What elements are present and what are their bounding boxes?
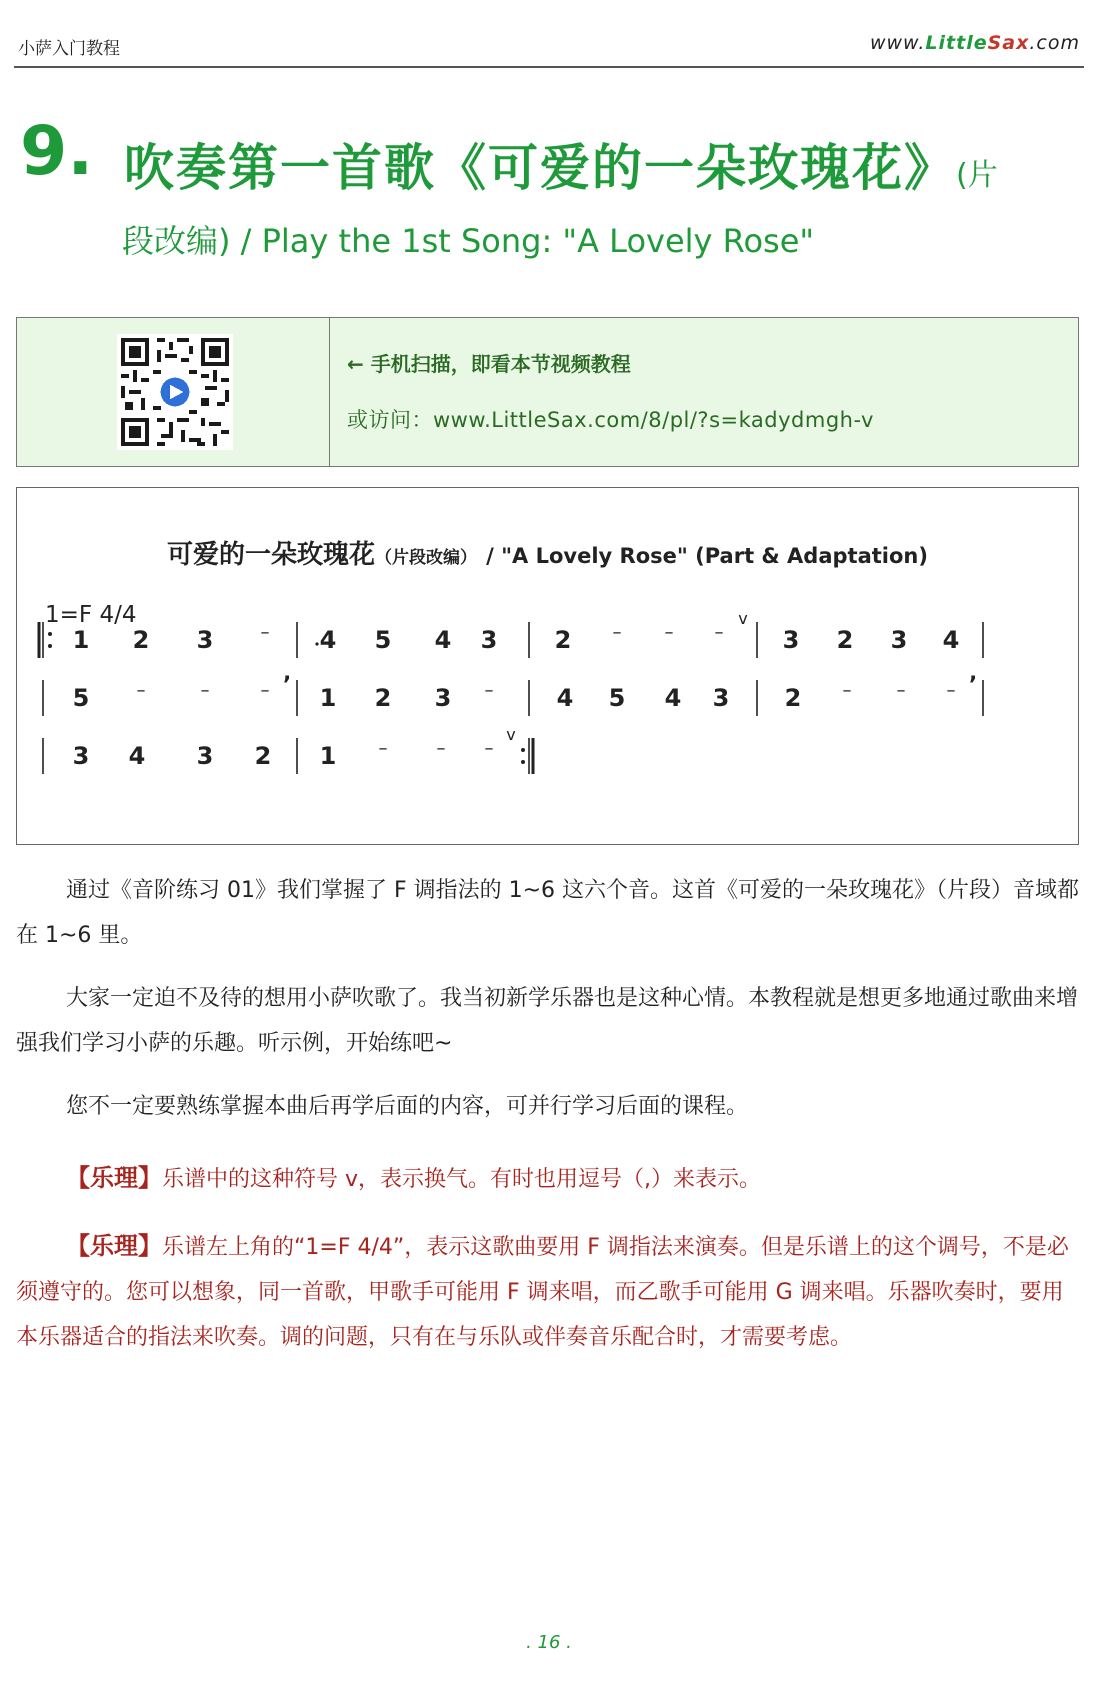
dash-note: – — [714, 622, 724, 643]
chapter-number: 9. — [20, 112, 94, 191]
score-note: 4 — [556, 684, 574, 712]
score-note: 5 — [72, 684, 90, 712]
paragraph: 通过《音阶练习 01》我们掌握了 F 调指法的 1~6 这六个音。这首《可爱的一朵玫瑰花》（片段）音域都在 1~6 里。 — [16, 878, 1080, 948]
qr-code-icon[interactable] — [117, 334, 233, 450]
breath-mark-comma: ’ — [282, 673, 292, 698]
video-url-link[interactable]: 或访问：www.LittleSax.com/8/pl/?s=kadydmgh-v — [347, 408, 874, 432]
repeat-dot — [48, 632, 52, 636]
dash-note: – — [436, 738, 446, 759]
score-note: 1 — [72, 626, 90, 654]
score-note: 1 — [319, 684, 337, 712]
video-link-box — [16, 317, 1079, 467]
score-note: 2 — [836, 626, 854, 654]
score-note: 2 — [554, 626, 572, 654]
score-note: 5 — [374, 626, 392, 654]
scan-instruction: ← 手机扫描，即看本节视频教程 — [347, 352, 631, 376]
score-note: 3 — [480, 626, 498, 654]
score-note: 2 — [374, 684, 392, 712]
breath-mark-v: v — [506, 725, 516, 744]
dash-note: – — [260, 622, 270, 643]
book-title: 小萨入门教程 — [18, 39, 120, 59]
score-note: 1 — [319, 742, 337, 770]
body-paragraphs — [16, 868, 1080, 1129]
music-score — [16, 487, 1079, 845]
score-note: 4 — [434, 626, 452, 654]
score-note: 2 — [132, 626, 150, 654]
score-note: 3 — [890, 626, 908, 654]
dash-note: – — [484, 738, 494, 759]
repeat-dot — [521, 748, 525, 752]
score-note: 3 — [196, 742, 214, 770]
score-note: 3 — [782, 626, 800, 654]
score-note: 4 — [319, 626, 337, 654]
breath-mark-v: v — [738, 609, 748, 628]
score-note: 3 — [72, 742, 90, 770]
score-note: 4 — [664, 684, 682, 712]
note-dot — [315, 642, 318, 645]
theory-note: 【乐理】乐谱中的这种符号 v，表示换气。有时也用逗号（,）来表示。 — [66, 1164, 762, 1192]
score-note: 2 — [784, 684, 802, 712]
theory-note: 【乐理】乐谱左上角的“1=F 4/4”，表示这歌曲要用 F 调指法来演奏。但是乐谱上的这个调号，不是必须遵守的。您可以想象，同一首歌，甲歌手可能用 F 调来唱，而乙歌手可能用 G 调来唱。乐器吹奏时，要用本乐器适合的指法来吹奏。调的问题，只有在与乐队或伴奏音乐配合时，才需要考虑。 — [16, 1232, 1069, 1350]
repeat-dot — [48, 644, 52, 648]
dash-note: – — [484, 680, 494, 701]
score-note: 3 — [434, 684, 452, 712]
chapter-title-main: 吹奏第一首歌《可爱的一朵玫瑰花》(片 — [124, 139, 998, 197]
dash-note: – — [946, 680, 956, 701]
dash-note: – — [136, 680, 146, 701]
score-notation — [17, 488, 1078, 844]
site-url[interactable]: www.LittleSax.com — [869, 32, 1080, 54]
dash-note: – — [612, 622, 622, 643]
dash-note: – — [842, 680, 852, 701]
qr-cell — [17, 318, 330, 466]
dash-note: – — [378, 738, 388, 759]
score-note: 3 — [196, 626, 214, 654]
score-note: 5 — [608, 684, 626, 712]
breath-mark-comma: ’ — [968, 673, 978, 698]
key-signature: 1=F 4/4 — [45, 602, 137, 628]
score-note: 4 — [942, 626, 960, 654]
dash-note: – — [260, 680, 270, 701]
score-note: 2 — [254, 742, 272, 770]
dash-note: – — [664, 622, 674, 643]
dash-note: – — [200, 680, 210, 701]
repeat-dot — [521, 760, 525, 764]
page-header — [14, 30, 1084, 68]
score-note: 3 — [712, 684, 730, 712]
score-title: 可爱的一朵玫瑰花（片段改编） / "A Lovely Rose" (Part & Adaptation) — [167, 540, 928, 570]
paragraph: 大家一定迫不及待的想用小萨吹歌了。我当初新学乐器也是这种心情。本教程就是想更多地通过歌曲来增强我们学习小萨的乐趣。听示例，开始练吧~ — [16, 986, 1079, 1056]
dash-note: – — [896, 680, 906, 701]
score-note: 4 — [128, 742, 146, 770]
chapter-title-sub: 段改编) / Play the 1st Song: "A Lovely Rose" — [122, 222, 815, 260]
theory-notes — [16, 1156, 1080, 1360]
paragraph: 您不一定要熟练掌握本曲后再学后面的内容，可并行学习后面的课程。 — [66, 1094, 749, 1119]
page-number: . 16 . — [526, 1632, 572, 1653]
